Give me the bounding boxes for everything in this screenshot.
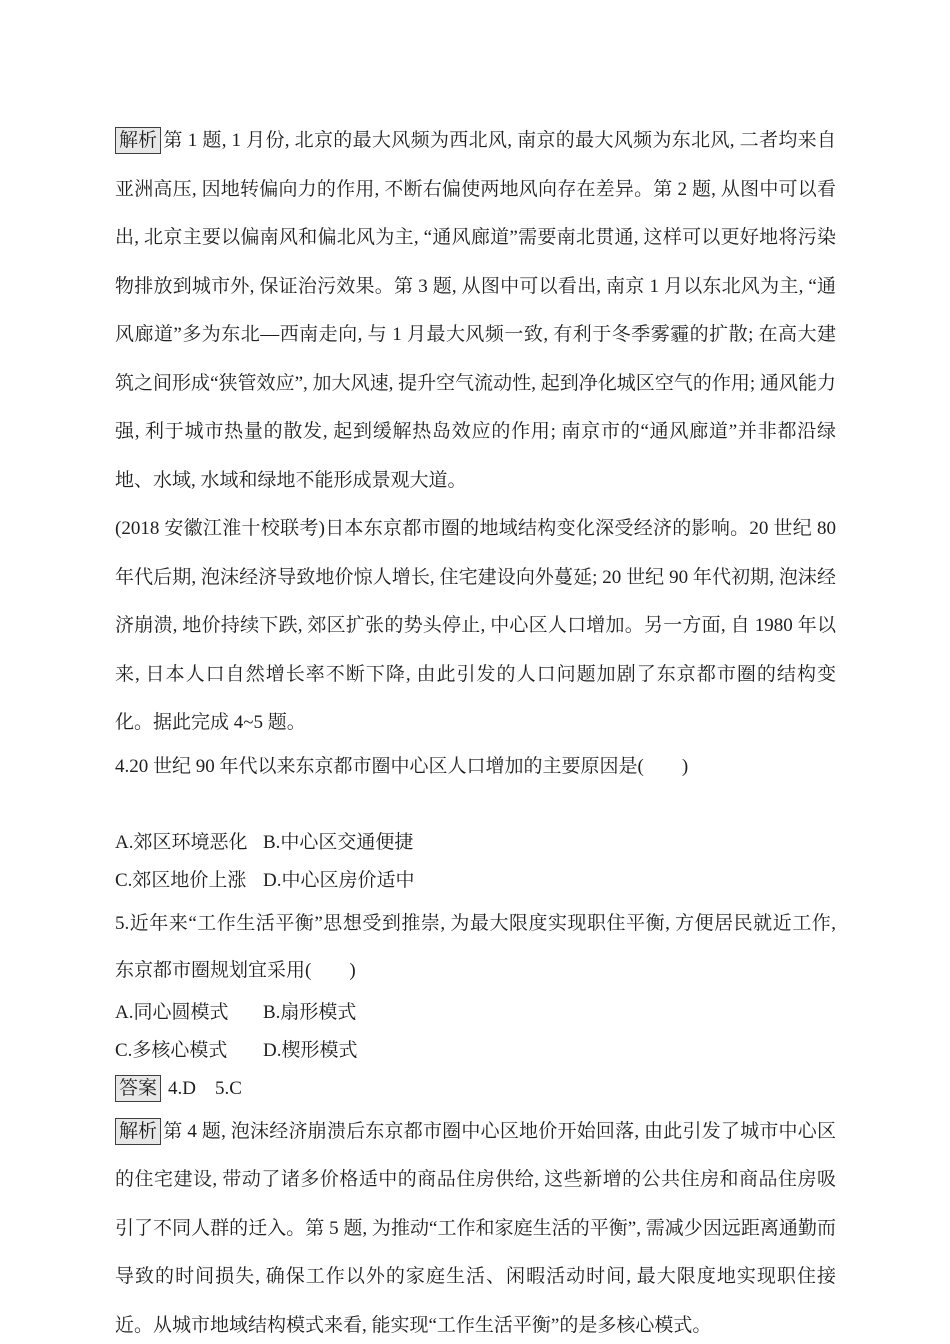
question-5-options-row-1: [115, 994, 836, 1032]
question-4-options-row-2: [115, 862, 836, 900]
answer-label: 答案: [115, 1075, 161, 1102]
analysis-paragraph-2: [115, 1108, 836, 1344]
passage-paragraph: [115, 505, 836, 748]
answer-row: [115, 1070, 836, 1108]
question-4-block: [115, 748, 836, 900]
analysis-paragraph-1: [115, 117, 836, 505]
question-4-options-row-1: [115, 824, 836, 862]
question-5-stem: 5.近年来“工作生活平衡”思想受到推崇, 为最大限度实现职住平衡, 方便居民就近工作, 东京都市圈规划宜采用( ): [115, 912, 836, 981]
analysis-2-text: 第 4 题, 泡沫经济崩溃后东京都市圈中心区地价开始回落, 由此引发了城市中心区的住宅建设, 带动了诸多价格适中的商品住房供给, 这些新增的公共住房和商品住房吸引了不同人群的迁入。第 5 题, 为推动“工作和家庭生活的平衡”, 需减少因远距离通勤而导致的时间损失, 确保工作以外的家庭生活、闲暇活动时间, 最大限度地实现职住接近。从城市地域结构模式来看, 能实现“工作生活平衡”的是多核心模式。: [115, 1120, 836, 1336]
question-5-option-c: C.多核心模式: [115, 1039, 228, 1061]
question-4-stem: 4.20 世纪 90 年代以来东京都市圈中心区人口增加的主要原因是( ): [115, 755, 689, 777]
answer-values: 4.D 5.C: [168, 1077, 242, 1099]
question-4-option-d: D.中心区房价适中: [263, 869, 415, 891]
analysis-1-text: 第 1 题, 1 月份, 北京的最大风频为西北风, 南京的最大风频为东北风, 二者均来自亚洲高压, 因地转偏向力的作用, 不断右偏使两地风向存在差异。第 2 题, 从图中可以看出, 北京主要以偏南风和偏北风为主, “通风廊道”需要南北贯通, 这样可以更好地将污染物排放到城市外, 保证治污效果。第 3 题, 从图中可以看出, 南京 1 月以东北风为主, “通风廊道”多为东北—西南走向, 与 1 月最大风频一致, 有利于冬季雾霾的扩散; 在高大建筑之间形成“狭管效应”, 加大风速, 提升空气流动性, 起到净化城区空气的作用; 通风能力强, 利于城市热量的散发, 起到缓解热岛效应的作用; 南京市的“通风廊道”并非都沿绿地、水域, 水域和绿地不能形成景观大道。: [115, 130, 836, 491]
question-5-option-b: B.扇形模式: [263, 1001, 357, 1023]
analysis-label: 解析: [115, 127, 161, 154]
question-4-option-b: B.中心区交通便捷: [263, 831, 414, 853]
question-4-option-a: A.郊区环境恶化: [115, 831, 248, 853]
blank-line: [115, 786, 836, 824]
question-5-option-d: D.楔形模式: [263, 1039, 358, 1061]
question-5-option-a: A.同心圆模式: [115, 1001, 229, 1023]
analysis-label: 解析: [115, 1118, 161, 1145]
question-4-option-c: C.郊区地价上涨: [115, 869, 247, 891]
question-5-block: [115, 900, 836, 1070]
passage-text: (2018 安徽江淮十校联考)日本东京都市圈的地域结构变化深受经济的影响。20 世纪 80 年代后期, 泡沫经济导致地价惊人增长, 住宅建设向外蔓延; 20 世纪 90 年代初期, 泡沫经济崩溃, 地价持续下跌, 郊区扩张的势头停止, 中心区人口增加。另一方面, 自 1980 年以来, 日本人口自然增长率不断下降, 由此引发的人口问题加剧了东京都市圈的结构变化。据此完成 4~5 题。: [115, 518, 837, 733]
question-5-options-row-2: [115, 1032, 836, 1070]
document-content: [115, 117, 836, 1344]
